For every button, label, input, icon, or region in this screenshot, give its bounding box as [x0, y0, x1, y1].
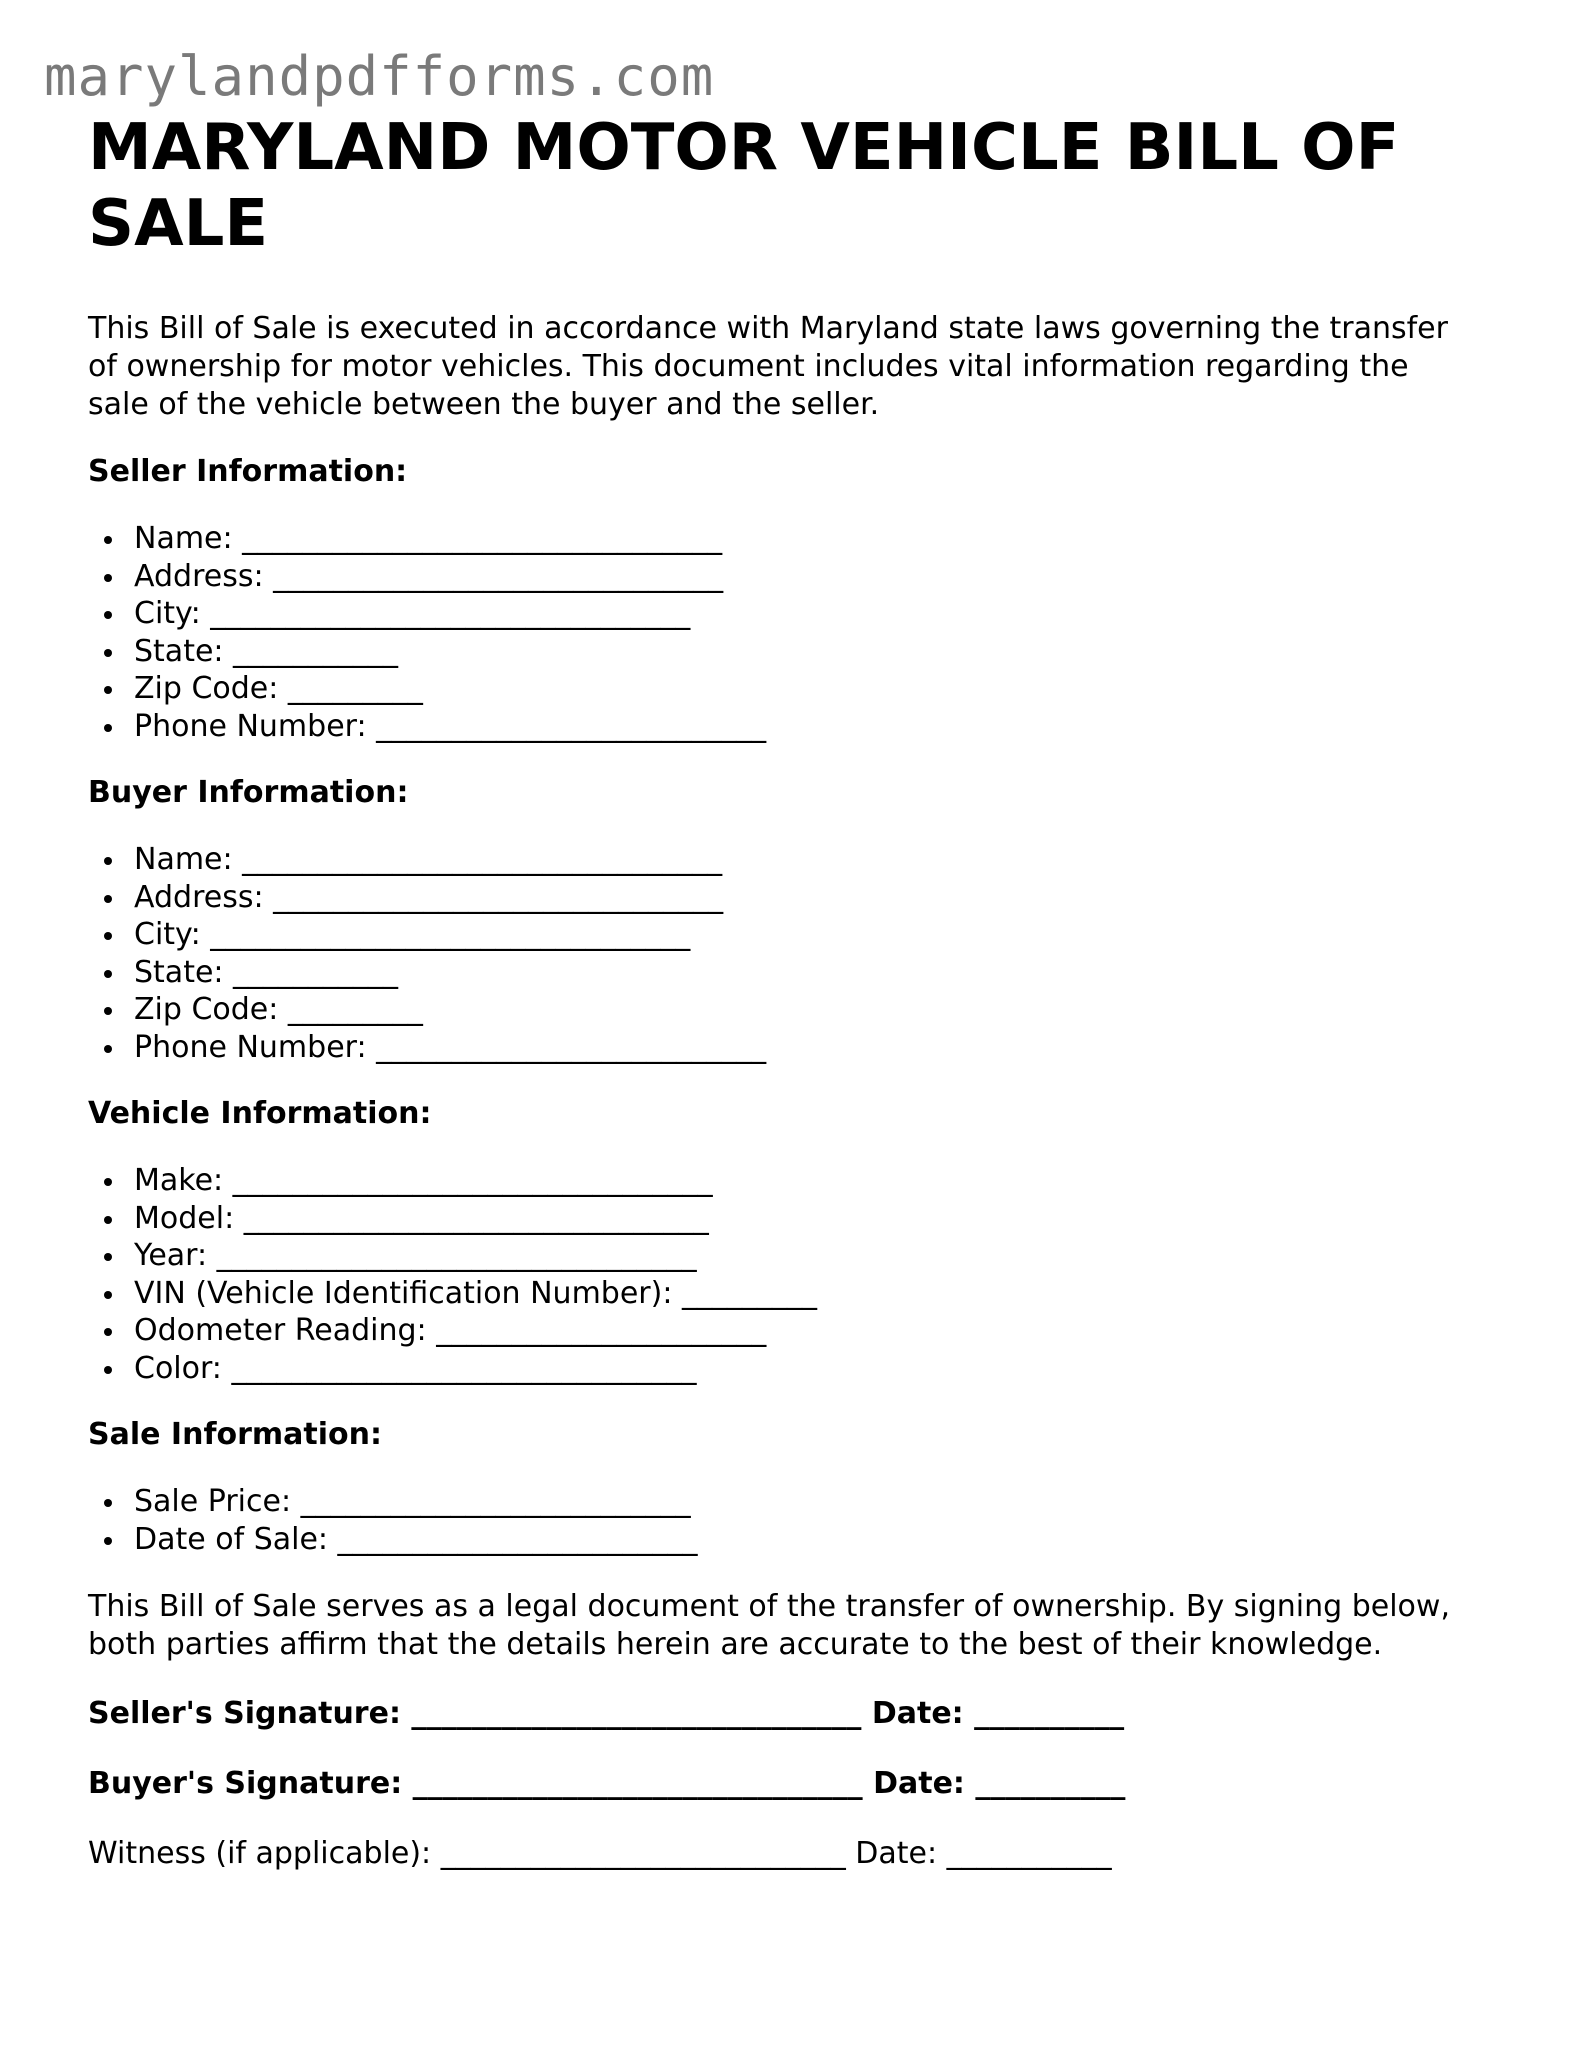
sale-price-field: Sale Price: __________________________: [134, 1483, 1518, 1521]
buyer-state-field: State: ___________: [134, 954, 1518, 992]
witness-signature-line: [88, 1834, 1518, 1874]
buyer-name-field: Name: ________________________________: [134, 841, 1518, 879]
seller-phone-field: Phone Number: __________________________: [134, 708, 1518, 746]
seller-signature-text: Seller's Signature: ______________________________ Date: __________: [88, 1696, 1125, 1731]
intro-paragraph: This Bill of Sale is executed in accordance with Maryland state laws governing the transfer of ownership for motor vehicles. This document includes vital information regarding the sale of the vehicle between the buyer and the seller.: [88, 311, 1448, 422]
seller-field-list: [88, 520, 1518, 745]
buyer-city-field: City: ________________________________: [134, 916, 1518, 954]
vehicle-field-list: [88, 1162, 1518, 1387]
document-title: MARYLAND MOTOR VEHICLE BILL OF SALE: [88, 111, 1400, 261]
vehicle-make-field: Make: ________________________________: [134, 1162, 1518, 1200]
closing-paragraph: This Bill of Sale serves as a legal document of the transfer of ownership. By signing below, both parties affirm that the details herein are accurate to the best of their knowledge.: [88, 1589, 1450, 1662]
buyer-signature-line: [88, 1764, 1518, 1804]
document-page: [88, 110, 1518, 1874]
witness-signature-text: Witness (if applicable): ___________________________ Date: ___________: [88, 1836, 1112, 1871]
buyer-field-list: [88, 841, 1518, 1066]
vehicle-odometer-field: Odometer Reading: ______________________: [134, 1312, 1518, 1350]
sale-section-heading: Sale Information:: [88, 1417, 382, 1452]
vehicle-model-field: Model: _______________________________: [134, 1200, 1518, 1238]
buyer-address-field: Address: ______________________________: [134, 879, 1518, 917]
vehicle-color-field: Color: _______________________________: [134, 1350, 1518, 1388]
sale-date-field: Date of Sale: ________________________: [134, 1521, 1518, 1559]
buyer-phone-field: Phone Number: __________________________: [134, 1029, 1518, 1067]
seller-signature-line: [88, 1694, 1518, 1734]
site-watermark: marylandpdfforms.com: [44, 45, 715, 108]
buyer-signature-text: Buyer's Signature: ______________________________ Date: __________: [88, 1766, 1126, 1801]
buyer-zip-field: Zip Code: _________: [134, 991, 1518, 1029]
vehicle-vin-field: VIN (Vehicle Identification Number): _________: [134, 1275, 1518, 1313]
vehicle-year-field: Year: ________________________________: [134, 1237, 1518, 1275]
seller-section-heading: Seller Information:: [88, 454, 408, 489]
seller-name-field: Name: ________________________________: [134, 520, 1518, 558]
seller-city-field: City: ________________________________: [134, 595, 1518, 633]
sale-field-list: [88, 1483, 1518, 1558]
seller-address-field: Address: ______________________________: [134, 558, 1518, 596]
seller-zip-field: Zip Code: _________: [134, 670, 1518, 708]
seller-state-field: State: ___________: [134, 633, 1518, 671]
vehicle-section-heading: Vehicle Information:: [88, 1096, 432, 1131]
buyer-section-heading: Buyer Information:: [88, 775, 409, 810]
